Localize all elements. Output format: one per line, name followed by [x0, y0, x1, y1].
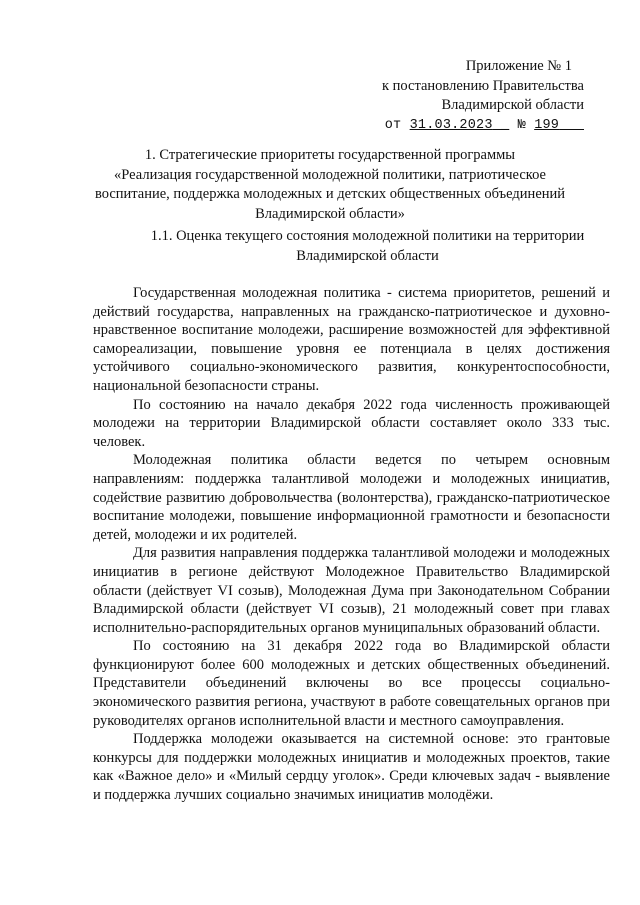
subtitle-line: Владимирской области	[296, 247, 439, 264]
paragraph: Молодежная политика области ведется по четырем основным направлениям: поддержка талантливой молодежи и молодежных инициатив, содействие развитию добровольчества (волонтерства), гражданско-патриотическое воспитание молодежи, повышение информационной грамотности и безопасности детей, молодежи и их родителей.	[93, 452, 610, 543]
subtitle-line: 1.1. Оценка текущего состояния молодежной политики на территории	[150, 228, 585, 244]
body-text	[93, 284, 610, 805]
appendix-region: Владимирской области	[441, 97, 584, 113]
appendix-header	[354, 57, 584, 135]
appendix-resolution-ref: к постановлению Правительства	[382, 77, 584, 94]
paragraph: Для развития направления поддержка талантливой молодежи и молодежных инициатив в регионе действуют Молодежное Правительство Владимирской области (действует VI созыв), Молодежная Дума при Законодательном Собрании Владимирской области (действует VI созыв), 21 молодежный совет при главах исполнительно-распорядительных органов муниципальных образований области.	[93, 545, 610, 636]
resolution-date: 31.03.2023	[409, 117, 493, 133]
date-prefix: от	[384, 117, 402, 133]
title-line: 1. Стратегические приоритеты государственной программы	[144, 147, 516, 163]
paragraph: По состоянию на начало декабря 2022 года численность проживающей молодежи на территории Владимирской области составляет около 333 тыс. человек.	[93, 396, 610, 450]
subsection-title	[120, 227, 615, 266]
resolution-number: 199	[534, 117, 560, 133]
paragraph: Государственная молодежная политика - система приоритетов, решений и действий государства, направленных на гражданско-патриотическое и духовно-нравственное воспитание молодежи, расширение возможностей для эффективной самореализации, повышение уровня ее потенциала в целях достижения устойчивого социально-экономического развития, конкурентоспособности, национальной безопасности страны.	[93, 285, 610, 394]
appendix-date-line: от 31.03.2023 _ № 199	[384, 117, 560, 133]
number-prefix: №	[517, 117, 526, 133]
title-line: воспитание, поддержка молодежных и детских общественных объединений	[94, 186, 566, 202]
paragraph: Поддержка молодежи оказывается на системной основе: это грантовые конкурсы для поддержки молодежных инициатив и молодежных проектов, такие как «Важное дело» и «Милый сердцу уголок». Среди ключевых задач - выявление и поддержка лучших социально значимых инициатив молодёжи.	[93, 731, 610, 804]
title-line: «Реализация государственной молодежной политики, патриотическое	[114, 166, 546, 183]
title-line: Владимирской области»	[255, 205, 405, 222]
section-title	[80, 146, 580, 224]
appendix-number: Приложение № 1	[465, 58, 572, 74]
paragraph: По состоянию на 31 декабря 2022 года во Владимирской области функционируют более 600 молодежных и детских общественных объединений. Представители объединений включены во все процессы социально-экономического развития региона, участвуют в работе совещательных органов при руководителях органов исполнительной власти и местного самоуправления.	[93, 638, 610, 729]
